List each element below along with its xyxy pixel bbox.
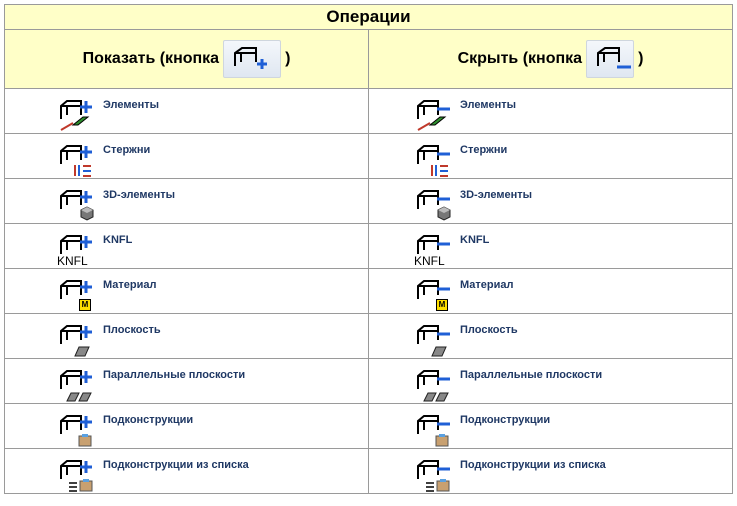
- item-label: Подконструкции: [103, 414, 194, 426]
- show-header: [5, 30, 369, 89]
- item-label: 3D-элементы: [460, 189, 533, 201]
- hide-cell: [369, 179, 733, 224]
- hide-cell: [369, 449, 733, 494]
- hide-sublist-icon: [412, 455, 458, 493]
- hide-knfl-icon: [412, 230, 458, 268]
- item-label: Стержни: [460, 144, 508, 156]
- table-row: [5, 224, 733, 269]
- show-sublist-icon: [55, 455, 101, 493]
- material-badge-text: M: [79, 299, 91, 311]
- item-label: Подконструкции из списка: [103, 459, 249, 471]
- show-item[interactable]: [55, 275, 157, 313]
- show-cell: [5, 359, 369, 404]
- table-row: [5, 449, 733, 494]
- hide-sub-icon: [412, 410, 458, 448]
- hide-item[interactable]: [412, 185, 532, 223]
- show-header-suffix: ): [285, 50, 291, 67]
- item-label: Подконструкции из списка: [460, 459, 606, 471]
- knfl-badge-text: KNFL: [414, 254, 445, 268]
- hide-header-suffix: ): [638, 50, 644, 67]
- show-header-text: Показать (кнопка: [82, 50, 220, 67]
- item-label: Стержни: [103, 144, 151, 156]
- show-cell: [5, 224, 369, 269]
- material-badge-text: M: [436, 299, 448, 311]
- hide-element-icon: [412, 95, 458, 133]
- item-label: 3D-элементы: [103, 189, 176, 201]
- show-knfl-icon: [55, 230, 101, 268]
- hide-cell: [369, 359, 733, 404]
- hide-cell: [369, 314, 733, 359]
- table-row: [5, 134, 733, 179]
- hide-cell: [369, 269, 733, 314]
- show-cube-icon: [55, 185, 101, 223]
- item-label: Параллельные плоскости: [103, 369, 246, 381]
- hide-bars-icon: [412, 140, 458, 178]
- table-title: Операции: [5, 5, 733, 30]
- show-cell: [5, 404, 369, 449]
- hide-item[interactable]: [412, 455, 606, 493]
- item-label: KNFL: [460, 234, 490, 246]
- hide-cube-icon: [412, 185, 458, 223]
- knfl-badge-text: KNFL: [57, 254, 88, 268]
- show-item[interactable]: [55, 455, 249, 493]
- show-item[interactable]: [55, 185, 175, 223]
- hide-item[interactable]: [412, 410, 550, 448]
- hide-item[interactable]: [412, 365, 602, 403]
- show-button-icon: [223, 40, 281, 78]
- item-label: Материал: [460, 279, 514, 291]
- table-row: [5, 89, 733, 134]
- table-row: [5, 404, 733, 449]
- table-row: [5, 314, 733, 359]
- show-item[interactable]: [55, 230, 132, 268]
- table-row: [5, 359, 733, 404]
- item-label: Плоскость: [460, 324, 518, 336]
- hide-planes-icon: [412, 365, 458, 403]
- table-row: [5, 269, 733, 314]
- item-label: KNFL: [103, 234, 133, 246]
- show-sub-icon: [55, 410, 101, 448]
- show-cell: [5, 269, 369, 314]
- operations-table: [4, 4, 733, 494]
- show-item[interactable]: [55, 95, 159, 133]
- hide-cell: [369, 134, 733, 179]
- show-bars-icon: [55, 140, 101, 178]
- item-label: Материал: [103, 279, 157, 291]
- show-element-icon: [55, 95, 101, 133]
- show-cell: [5, 179, 369, 224]
- hide-item[interactable]: [412, 275, 514, 313]
- hide-header-text: Скрыть (кнопка: [457, 50, 583, 67]
- show-planes-icon: [55, 365, 101, 403]
- hide-button-icon: [586, 40, 634, 78]
- show-cell: [5, 449, 369, 494]
- hide-item[interactable]: [412, 140, 507, 178]
- hide-header: [369, 30, 733, 89]
- show-cell: [5, 314, 369, 359]
- show-item[interactable]: [55, 320, 161, 358]
- hide-cell: [369, 89, 733, 134]
- show-cell: [5, 134, 369, 179]
- hide-cell: [369, 404, 733, 449]
- item-label: Элементы: [103, 99, 160, 111]
- hide-plane-icon: [412, 320, 458, 358]
- hide-item[interactable]: [412, 230, 489, 268]
- item-label: Подконструкции: [460, 414, 551, 426]
- hide-item[interactable]: [412, 95, 516, 133]
- show-plane-icon: [55, 320, 101, 358]
- hide-material-icon: [412, 275, 458, 313]
- show-item[interactable]: [55, 410, 193, 448]
- item-label: Параллельные плоскости: [460, 369, 603, 381]
- hide-item[interactable]: [412, 320, 518, 358]
- show-item[interactable]: [55, 140, 150, 178]
- show-item[interactable]: [55, 365, 245, 403]
- item-label: Плоскость: [103, 324, 161, 336]
- table-row: [5, 179, 733, 224]
- show-cell: [5, 89, 369, 134]
- item-label: Элементы: [460, 99, 517, 111]
- show-material-icon: [55, 275, 101, 313]
- hide-cell: [369, 224, 733, 269]
